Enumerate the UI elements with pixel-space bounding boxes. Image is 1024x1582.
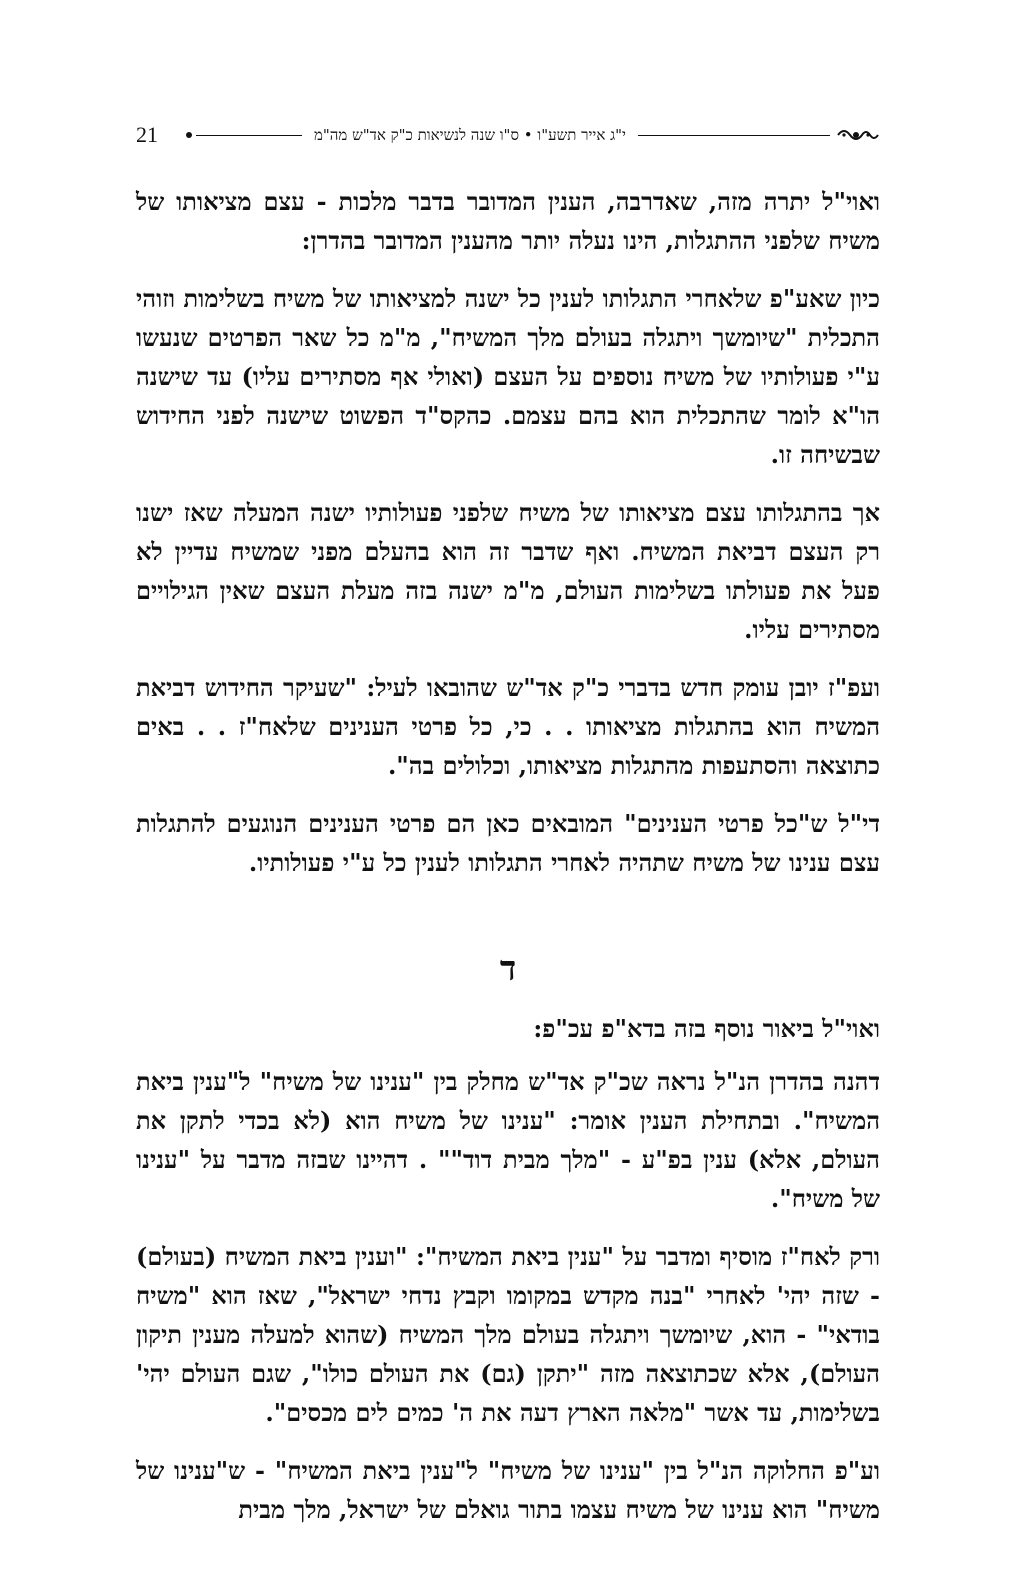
section-intro: ואוי"ל ביאור נוסף בזה בדא"פ עכ"פ:: [533, 1014, 880, 1043]
paragraph: אך בהתגלותו עצם מציאותו של משיח שלפני פעולותיו ישנה המעלה שאז ישנו רק העצם דביאת המשיח. ואף שדבר זה הוא בהעלם מפני שמשיח עדיין לא פעל את פעולתו בשלימות העולם, מ"מ ישנה בזה מעלת העצם שאין הגילויים מסתירים עליו.: [136, 498, 880, 644]
header-rule-right: [634, 125, 880, 145]
section-heading-letter: ד: [499, 949, 517, 989]
running-title: י"ג אייר תשע"ו • ס"ו שנה לנשיאות כ"ק אד"ש מה"מ: [314, 125, 626, 144]
header-rule-left: [186, 132, 306, 138]
paragraph: ועפ"ז יובן עומק חדש בדברי כ"ק אד"ש שהובאו לעיל: "שעיקר החידוש דביאת המשיח הוא בהתגלות מציאותו . . כי, כל פרטי הענינים שלאח"ז . . באים כתוצאה והסתעפות מהתגלות מציאותו, וכלולים בה".: [136, 673, 880, 780]
rule-line: [638, 135, 830, 136]
paragraph: ואוי"ל יתרה מזה, שאדרבה, הענין המדובר בדבר מלכות - עצם מציאותו של משיח שלפני ההתגלות, הינו נעלה יותר מהענין המדובר בהדרן:: [136, 187, 880, 255]
paragraph: כיון שאע"פ שלאחרי התגלותו לענין כל ישנה למציאותו של משיח בשלימות וזוהי התכלית "שיומשך ויתגלה בעולם מלך המשיח", מ"מ כל שאר הפרטים שנעשו ע"י פעולותיו של משיח נוספים על העצם (ואולי אף מסתירים עליו) עד שישנה הו"א לומר שהתכלית הוא בהם עצמם. כהקס"ד הפשוט שישנה לפני החידוש שבשיחה זו.: [136, 284, 880, 469]
body-text: [136, 182, 880, 1548]
running-header: [136, 118, 880, 152]
paragraph: די"ל ש"כל פרטי הענינים" המובאים כאן הם פרטי הענינים הנוגעים להתגלות עצם ענינו של משיח שתהיה לאחרי התגלותו לענין כל ע"י פעולותיו.: [136, 809, 880, 877]
rule-line: [196, 135, 302, 136]
bullet-dot-icon: [186, 132, 192, 138]
paragraph: ורק לאח"ז מוסיף ומדבר על "ענין ביאת המשיח": "וענין ביאת המשיח (בעולם) - שזה יהי' לאחרי "בנה מקדש במקומו וקבץ נדחי ישראל", שאז הוא "משיח בודאי" - הוא, שיומשך ויתגלה בעולם מלך המשיח (שהוא למעלה מענין תיקון העולם), אלא שכתוצאה מזה "יתקן (גם) את העולם כולו", שגם העולם יהי' בשלימות, עד אשר "מלאה הארץ דעה את ה' כמים לים מכסים".: [136, 1242, 880, 1427]
scroll-ornament-icon: [836, 125, 880, 145]
page-number: 21: [136, 122, 158, 147]
paragraph: וע"פ החלוקה הנ"ל בין "ענינו של משיח" ל"ענין ביאת המשיח" - ש"ענינו של משיח" הוא ענינו של משיח עצמו בתור גואלם של ישראל, מלך מבית: [136, 1456, 880, 1524]
paragraph: דהנה בהדרן הנ"ל נראה שכ"ק אד"ש מחלק בין "ענינו של משיח" ל"ענין ביאת המשיח". ובתחילת הענין אומר: "ענינו של משיח הוא (לא בכדי לתקן את העולם, אלא) ענין בפ"ע - "מלך מבית דוד"" . דהיינו שבזה מדבר על "ענינו של משיח".: [136, 1067, 880, 1213]
